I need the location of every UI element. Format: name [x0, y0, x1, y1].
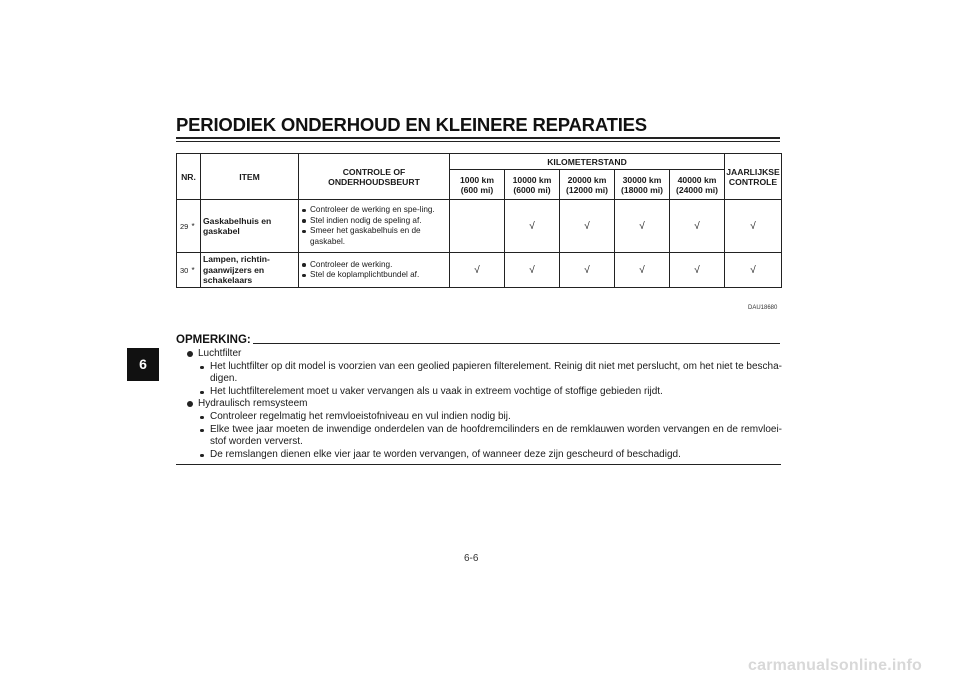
row-actions [299, 200, 450, 253]
check-cell: √ [450, 253, 505, 288]
note-body [176, 348, 782, 461]
note-heading-rule [253, 343, 780, 344]
check-cell: √ [670, 253, 725, 288]
interval-header: 40000 km (24000 mi) [670, 170, 725, 200]
note-bottom-rule [176, 464, 781, 465]
note-item: De remslangen dienen elke vier jaar te worden vervangen, of wanneer deze zijn gescheurd of beschadigd. [176, 449, 782, 462]
header-nr: NR. [177, 154, 201, 200]
row-star: * [192, 253, 201, 288]
check-cell: √ [505, 253, 560, 288]
note-item: Het luchtfilterelement moet u vaker vervangen als u vaak in extreem vochtige of stoffige gebieden rijdt. [176, 386, 782, 399]
action-item: Controleer de werking. [310, 260, 447, 271]
interval-header: 1000 km (600 mi) [450, 170, 505, 200]
check-cell: √ [670, 200, 725, 253]
interval-header: 30000 km (18000 mi) [615, 170, 670, 200]
note-heading: OPMERKING: [176, 334, 251, 346]
header-kilometerstand: KILOMETERSTAND [450, 154, 725, 170]
check-cell: √ [560, 253, 615, 288]
table-row [177, 253, 782, 288]
table-row [177, 200, 782, 253]
interval-header: 20000 km (12000 mi) [560, 170, 615, 200]
action-item: Controleer de werking en spe-ling. [310, 205, 447, 216]
page-number: 6-6 [464, 553, 479, 564]
watermark: carmanualsonline.info [748, 657, 923, 674]
row-actions [299, 253, 450, 288]
check-cell: √ [615, 200, 670, 253]
action-item: Smeer het gaskabelhuis en de gaskabel. [310, 226, 447, 247]
header-item: ITEM [201, 154, 299, 200]
row-number: 29 [177, 200, 192, 253]
reference-code: DAU18680 [748, 305, 778, 311]
note-group-label: Hydraulisch remsysteem [176, 398, 782, 411]
interval-header: 10000 km (6000 mi) [505, 170, 560, 200]
note-item: Het luchtfilter op dit model is voorzien van een geolied papieren filterelement. Reinig dit niet met perslucht, om het niet te bescha-digen. [176, 361, 782, 386]
check-cell: √ [615, 253, 670, 288]
check-cell: √ [560, 200, 615, 253]
row-item: Lampen, richtin-gaanwijzers en schakelaars [201, 253, 299, 288]
title-rule-thin [176, 141, 780, 142]
check-cell: √ [505, 200, 560, 253]
header-control: CONTROLE OF ONDERHOUDSBEURT [299, 154, 450, 200]
note-item: Elke twee jaar moeten de inwendige onderdelen van de hoofdremcilinders en de remklauwen worden vervangen en de remvloei-stof worden ververst. [176, 424, 782, 449]
note-group-label: Luchtfilter [176, 348, 782, 361]
title-rule [176, 137, 780, 139]
action-item: Stel de koplamplichtbundel af. [310, 270, 447, 281]
check-cell: √ [725, 200, 782, 253]
check-cell: √ [725, 253, 782, 288]
check-cell [450, 200, 505, 253]
row-item: Gaskabelhuis en gaskabel [201, 200, 299, 253]
header-annual-check: JAARLIJKSE CONTROLE [725, 154, 782, 200]
section-tab: 6 [127, 348, 159, 381]
note-item: Controleer regelmatig het remvloeistofniveau en vul indien nodig bij. [176, 411, 782, 424]
row-number: 30 [177, 253, 192, 288]
row-star: * [192, 200, 201, 253]
page-title: PERIODIEK ONDERHOUD EN KLEINERE REPARATIES [176, 114, 647, 135]
maintenance-table [176, 153, 782, 288]
action-item: Stel indien nodig de speling af. [310, 216, 447, 227]
